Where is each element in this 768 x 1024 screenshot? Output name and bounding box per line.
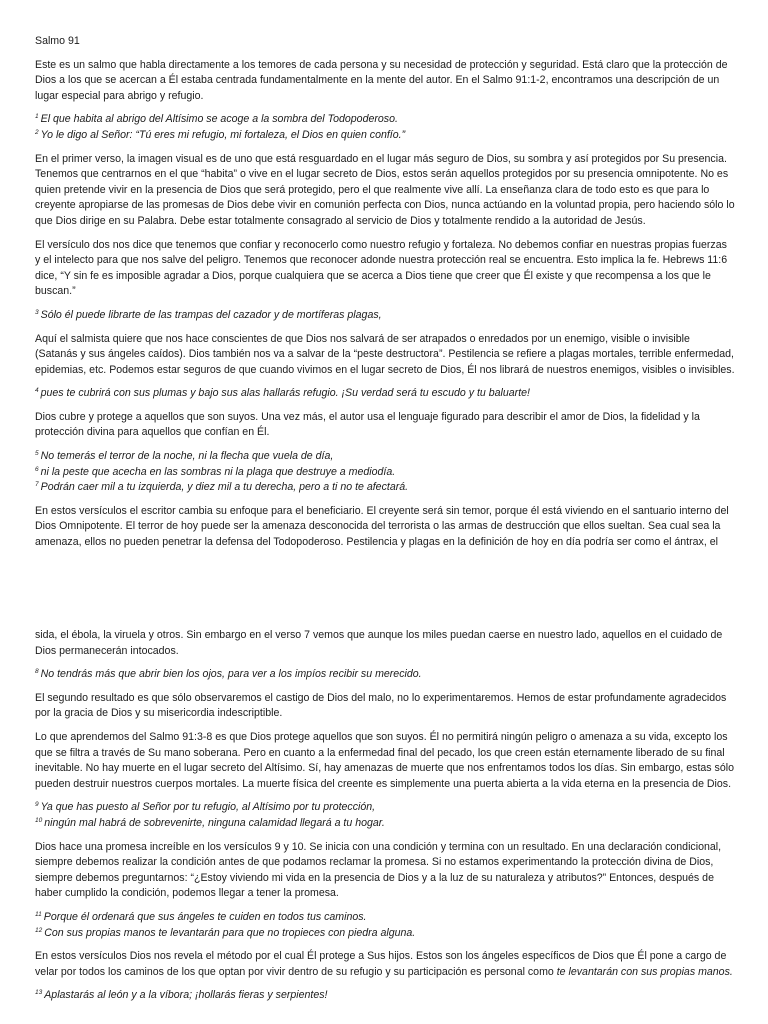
verse-line: [35, 667, 735, 683]
verse-text: Podrán caer mil a tu izquierda, y diez mil a tu derecha, pero a ti no te afectará.: [40, 481, 409, 494]
paragraph: [35, 949, 735, 980]
paragraph: Dios cubre y protege a aquellos que son suyos. Una vez más, el autor usa el lenguaje figurado para describir el amor de Dios, la fidelidad y la protección divina para aquellos que confían en Él.: [35, 410, 700, 439]
paragraph: Este es un salmo que habla directamente a los temores de cada persona y su necesidad de protección y seguridad. Está claro que la protección de Dios a los que se acercan a Él estaba centrada fundamentalmente en la mente del autor. En el Salmo 91:1-2, encontramos una descripción de un lugar especial para abrigo y refugio.: [35, 58, 728, 102]
document-page-bottom: [35, 628, 735, 1012]
paragraph: El segundo resultado es que sólo observaremos el castigo de Dios del malo, no lo experimentaremos. Hemos de estar profundamente agradecidos por la gracia de Dios y su misericordia indescriptible.: [35, 691, 727, 720]
document-body-top: [35, 58, 735, 551]
verse-line: [35, 386, 735, 402]
verse-number: 2: [35, 128, 39, 136]
verse-number: 13: [35, 989, 43, 997]
verse-line: [35, 816, 735, 832]
verse-line: [35, 449, 735, 465]
verse-number: 1: [35, 113, 39, 121]
verse-number: 4: [35, 387, 39, 395]
verse-line: [35, 112, 735, 128]
paragraph: Lo que aprendemos del Salmo 91:3-8 es que Dios protege aquellos que son suyos. Él no permitirá ningún peligro o amenaza a su vida, excepto los que se filtra a través de Su mano soberana. Pero en cuanto a la enfermedad final del pecado, los que creen están eternamente liberado de su final inevitable. No hay muerte en el lugar secreto del Altísimo. Sí, hay amenazas de muerte que nos enfrentamos todos los días. Sin embargo, estas sólo pueden destruir nuestros cuerpos mortales. La muerte física del creente es simplemente una puerta abierta a la vida eterna en la presencia de Dios.: [35, 730, 734, 790]
verse-line: [35, 465, 735, 481]
document-page-top: [35, 34, 735, 559]
verse-text: Aplastarás al león y a la víbora; ¡hollarás fieras y serpientes!: [44, 989, 328, 1002]
verse-text: ni la peste que acecha en las sombras ni la plaga que destruye a mediodía.: [40, 465, 396, 478]
paragraph: Dios hace una promesa increíble en los versículos 9 y 10. Se inicia con una condición y termina con un resultado. En una declaración condicional, siempre debemos realizar la condición antes de que podamos reclamar la promesa. Si no estamos experimentando la protección divina de Dios, siempre debemos preguntarnos: “¿Estoy viviendo mi vida en la presencia de Dios y a la luz de su naturaleza y atributos?” Entonces, después de haber cumplido la condición, podemos llegar a tener la promesa.: [35, 840, 722, 900]
verse-text: Con sus propias manos te levantarán para que no tropieces con piedra alguna.: [44, 926, 416, 939]
verse-text: Sólo él puede librarte de las trampas del cazador y de mortíferas plagas,: [40, 308, 382, 321]
scripture-quote: [35, 910, 735, 941]
scripture-quote: [35, 449, 735, 496]
paragraph: El versículo dos nos dice que tenemos que confiar y reconocerlo como nuestro refugio y fortaleza. No debemos confiar en nuestras propias fuerzas y el intelecto para que nos salve del peligro. Tenemos que reconocer adonde nuestra protección real se encuentra. Esto implica la fe. Hebrews 11:6 dice, “Y sin fe es imposible agradar a Dios, porque cualquiera que se acerca a Dios tiene que creer que Él existe y que recompensa a los que le buscan.”: [35, 238, 728, 298]
verse-line: [35, 926, 735, 942]
verse-line: [35, 128, 735, 144]
paragraph: Aquí el salmista quiere que nos hace conscientes de que Dios nos salvará de ser atrapados o enredados por un enemigo, visible o invisible (Satanás y sus ángeles caídos). Dios también nos va a salvar de la “peste destructora”. Pestilencia se refiere a plagas mortales, terrible enfermedad, epidemias, etc. Podemos estar seguros de que cuando vivimos en el lugar secreto de Dios, Él nos librará de nuestros enemigos, visibles o invisibles.: [35, 332, 735, 376]
verse-text: Porque él ordenará que sus ángeles te cuiden en todos tus caminos.: [43, 910, 367, 923]
verse-text: No temerás el terror de la noche, ni la flecha que vuela de día,: [40, 450, 334, 463]
verse-number: 12: [35, 926, 43, 934]
paragraph: sida, el ébola, la viruela y otros. Sin embargo en el verso 7 vemos que aunque los miles puedan caerse en nuestro lado, aquellos en el cuidado de Dios permanecerán intocados.: [35, 629, 723, 657]
verse-number: 10: [35, 816, 43, 824]
verse-line: [35, 800, 735, 816]
verse-text: El que habita al abrigo del Altísimo se acoge a la sombra del Todopoderoso.: [40, 113, 398, 126]
verse-text: ningún mal habrá de sobrevenirte, ninguna calamidad llegará a tu hogar.: [44, 816, 385, 829]
verse-number: 5: [35, 450, 39, 458]
paragraph-italic-quote: te levantarán con sus propias manos.: [556, 965, 733, 978]
verse-text: Yo le digo al Señor: “Tú eres mi refugio, mi fortaleza, el Dios en quien confío.”: [40, 128, 406, 141]
paragraph-text: En estos versículos Dios nos revela el método por el cual Él protege a Sus hijos. Estos son los ángeles específicos de Dios que Él pone a cargo de velar por todos los caminos de los que optan por vivir dentro de su refugio y su participación es personal como: [35, 950, 727, 978]
paragraph: En estos versículos el escritor cambia su enfoque para el beneficiario. El creyente será sin temor, porque él está viviendo en el santuario interno del Dios Omnipotente. El terror de hoy puede ser la amenaza desconocida del terrorista o las armas de destrucción que ellos sueltan. Sea cual sea la amenaza, ellos no pueden penetrar la defensa del Todopoderoso. Pestilencia y plagas en la definición de hoy en día podría ser como el ántrax, el: [35, 504, 729, 549]
verse-number: 9: [35, 801, 39, 809]
scripture-quote: [35, 308, 735, 324]
paragraph: En el primer verso, la imagen visual es de uno que está resguardado en el lugar más seguro de Dios, su sombra y así protegidos por Su presencia. Tenemos que centrarnos en el que “habita” o vive en el lugar secreto de Dios, estos serán aquellos protegidos por su presencia omnipotente. No es quien pretende vivir en la presencia de Dios que será protegido, pero el que realmente vive allí. La enseñanza clara de todo esto es que para lo creyente apropiarse de las promesas de Dios debe vivir en comunión perfecta con Dios, nunca actúando en la voluntad propia, pero haciendo sólo lo que Dios dirige en su Palabra. Debe estar totalmente consagrado al servicio de Dios y totalmente rendido a la autoridad de Jesús.: [35, 152, 735, 227]
verse-line: [35, 308, 735, 324]
verse-text: Ya que has puesto al Señor por tu refugio, al Altísimo por tu protección,: [40, 801, 376, 814]
verse-line: [35, 910, 735, 926]
verse-line: [35, 988, 735, 1004]
scripture-quote: [35, 667, 735, 683]
scripture-quote: [35, 988, 735, 1004]
scripture-quote: [35, 386, 735, 402]
verse-number: 7: [35, 481, 39, 489]
verse-line: [35, 480, 735, 496]
verse-text: pues te cubrirá con sus plumas y bajo sus alas hallarás refugio. ¡Su verdad será tu escudo y tu baluarte!: [40, 387, 530, 400]
verse-number: 3: [35, 308, 39, 316]
scripture-quote: [35, 112, 735, 143]
verse-number: 6: [35, 465, 39, 473]
document-title: Salmo 91: [35, 35, 80, 47]
verse-number: 8: [35, 668, 39, 676]
scripture-quote: [35, 800, 735, 831]
document-body-bottom: [35, 628, 735, 1004]
verse-text: No tendrás más que abrir bien los ojos, para ver a los impíos recibir su merecido.: [40, 668, 422, 681]
verse-number: 11: [35, 910, 42, 918]
